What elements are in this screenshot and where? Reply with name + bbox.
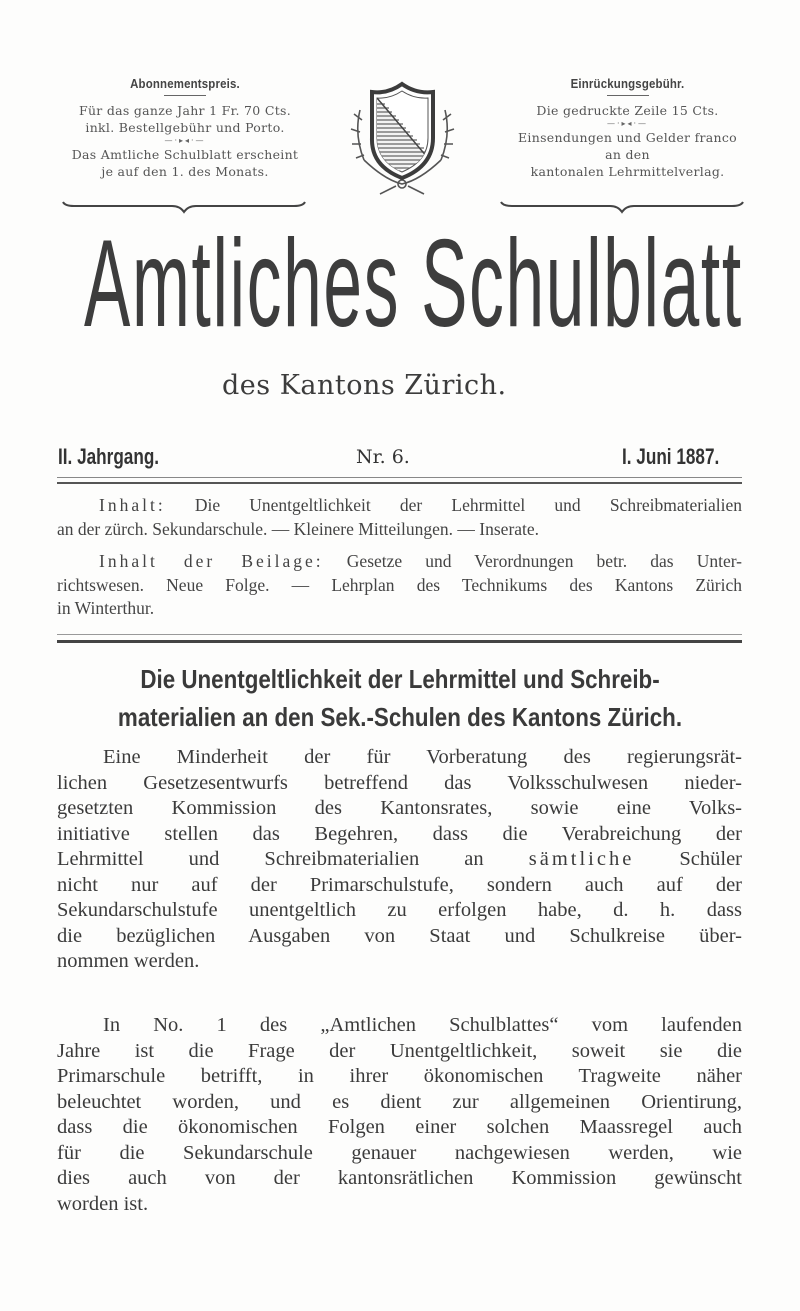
subscription-line: inkl. Bestellgebühr und Porto. — [85, 120, 285, 135]
paragraph-line: In No. 1 des „Amtlichen Schulblattes“ vom laufenden — [103, 1014, 742, 1036]
paragraph-text: Lehrmittel und Schreibmaterialien an — [57, 848, 484, 870]
brace-ornament-right — [500, 200, 744, 214]
contents-label: Inhalt: — [99, 495, 166, 515]
paragraph-line: nicht nur auf der Primarschulstufe, sondern auch auf der — [57, 873, 742, 896]
article-paragraph-2 — [57, 1013, 742, 1217]
subscription-line: je auf den 1. des Monats. — [101, 164, 269, 179]
insertion-fee-line: kantonalen Lehrmittelverlag. — [530, 164, 725, 179]
contents-text: Die Unentgeltlichkeit der Lehrmittel und Schreibmaterialien — [194, 495, 742, 515]
insertion-fee-line: an den — [605, 147, 650, 162]
paragraph-line: dass die ökonomischen Folgen einer solchen Maassregel auch — [57, 1116, 742, 1138]
insertion-fee-line: Die gedruckte Zeile 15 Cts. — [536, 103, 719, 118]
ornament-divider: —·▸◂·— — [606, 119, 649, 128]
headline-line: Die Unentgeltlichkeit der Lehrmittel und Schreib- — [140, 664, 660, 694]
subscription-heading: Abonnementspreis. — [130, 76, 240, 91]
issue-volume: II. Jahrgang. — [58, 444, 160, 469]
paragraph-line: beleuchtet worden, und es dient zur allgemeinen Orientirung, — [57, 1090, 742, 1113]
supplement-text: Gesetze und Verordnungen betr. das Unter- — [346, 551, 743, 571]
paragraph-line: lichen Gesetzesentwurfs betreffend das Volksschulwesen nieder- — [57, 771, 742, 794]
insertion-fee-heading: Einrückungsgebühr. — [570, 76, 685, 91]
paragraph-line: Sekundarschulstufe unentgeltlich zu erfolgen habe, d. h. dass — [57, 899, 742, 921]
supplement-label: Inhalt der Beilage: — [99, 551, 324, 571]
paragraph-line: die bezüglichen Ausgaben von Staat und Schulkreise über- — [57, 924, 742, 947]
issue-date: I. Juni 1887. — [622, 444, 720, 469]
subscription-line: Das Amtliche Schulblatt erscheint — [71, 147, 299, 162]
paragraph-line: nommen werden. — [57, 950, 200, 972]
brace-ornament-left — [62, 200, 306, 214]
insertion-fee-box — [495, 76, 760, 180]
supplement-text: richtswesen. Neue Folge. — Lehrplan des Technikums des Kantons Zürich — [57, 574, 742, 595]
headline-line: materialien an den Sek.-Schulen des Kantons Zürich. — [117, 702, 683, 732]
zurich-coat-of-arms-icon — [340, 80, 465, 195]
table-of-contents — [57, 494, 742, 621]
subscription-line: Für das ganze Jahr 1 Fr. 70 Cts. — [78, 103, 292, 118]
ornament-divider: —·▸◂·— — [164, 136, 206, 145]
divider — [164, 95, 206, 96]
paragraph-line: dies auch von der kantonsrätlichen Kommission gewünscht — [57, 1167, 742, 1189]
masthead-title: Amtliches Schulblatt — [84, 215, 743, 353]
supplement-text: in Winterthur. — [57, 598, 155, 618]
issue-number: Nr. 6. — [356, 446, 410, 468]
masthead-subtitle: des Kantons Zürich. — [222, 370, 507, 401]
paragraph-line: für die Sekundarschule genauer nachgewiesen werden, wie — [57, 1141, 742, 1164]
insertion-fee-line: Einsendungen und Gelder franco — [518, 130, 737, 145]
paragraph-line: gesetzten Kommission des Kantonsrates, sowie eine Volks- — [57, 797, 742, 819]
paragraph-line: Jahre ist die Frage der Unentgeltlichkeit, soweit sie die — [57, 1039, 742, 1062]
paragraph-line: Eine Minderheit der für Vorberatung des regierungsrät- — [103, 746, 742, 768]
paragraph-line: initiative stellen das Begehren, dass die Verabreichung der — [57, 822, 742, 845]
paragraph-line: Primarschule betrifft, in ihrer ökonomischen Tragweite näher — [57, 1065, 742, 1087]
paragraph-line — [57, 847, 742, 873]
double-rule — [57, 477, 742, 484]
divider — [607, 95, 649, 96]
article-paragraph-1 — [57, 745, 742, 975]
subscription-box — [55, 76, 315, 180]
double-rule — [57, 634, 742, 643]
emphasized-word: sämtliche — [528, 848, 635, 870]
contents-text: an der zürch. Sekundarschule. — Kleinere Mitteilungen. — Inserate. — [57, 518, 540, 539]
paragraph-text: Schüler — [679, 848, 743, 870]
article-headline — [40, 660, 760, 736]
paragraph-line: worden ist. — [57, 1192, 149, 1215]
